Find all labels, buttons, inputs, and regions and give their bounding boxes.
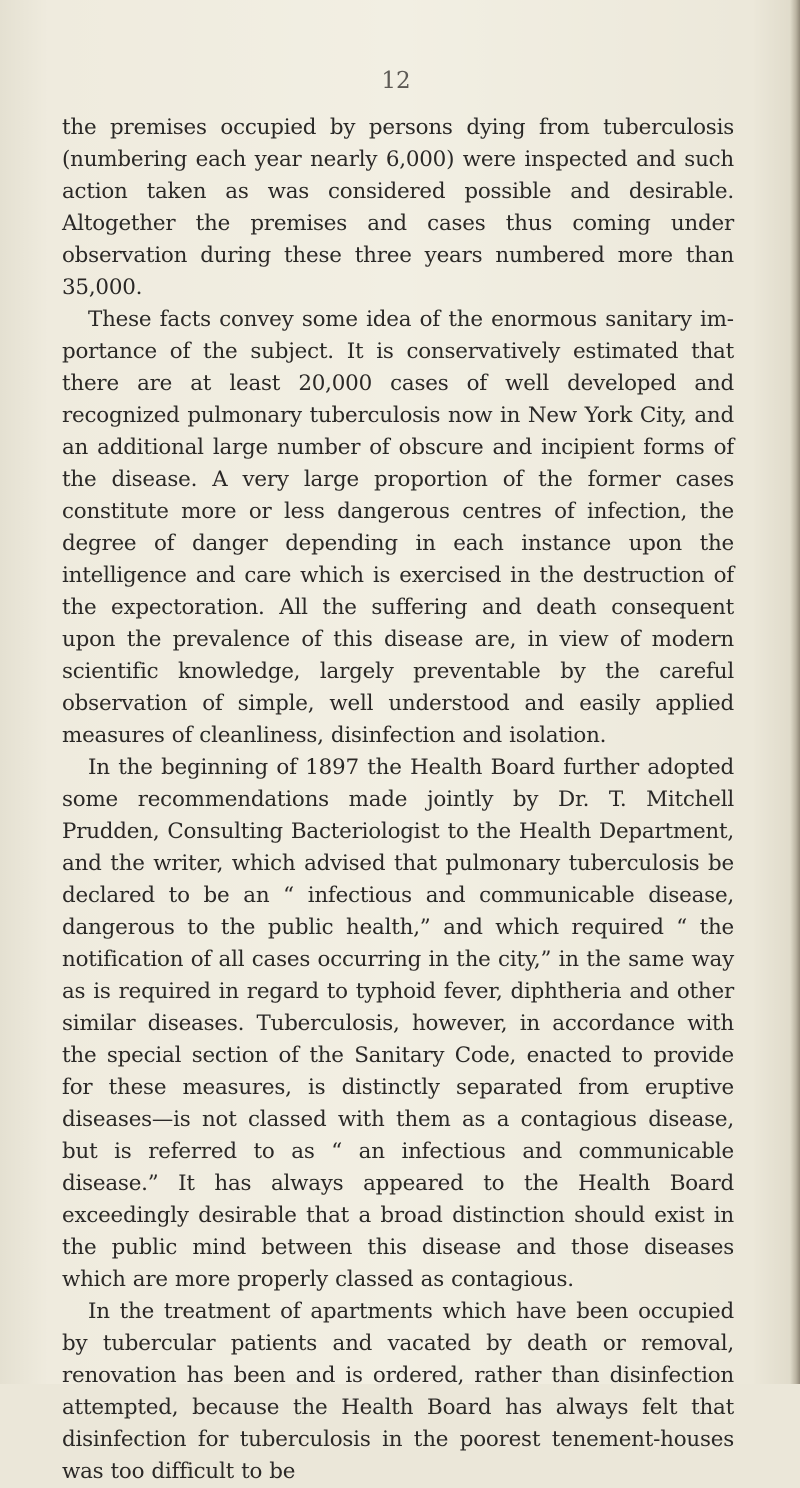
- body-text: [62, 112, 734, 1488]
- paragraph-3: In the beginning of 1897 the Health Board further adopted some recommendations made jointly by Dr. T. Mitchell Prudden, Consulting Bacteriologist to the Health Department, and the writer, which advised that pulmonary tuberculosis be declared to be an “ infectious and communicable disease, dangerous to the public health,” and which required “ the notification of all cases occurring in the city,” in the same way as is required in regard to typhoid fever, diphtheria and other similar diseases. Tuberculosis, however, in accordance with the special section of the Sanitary Code, enacted to provide for these measures, is distinctly separated from eruptive diseases—is not classed with them as a contagious disease, but is referred to as “ an infectious and communicable disease.” It has always appeared to the Health Board exceedingly desirable that a broad distinction should exist in the public mind between this disease and those diseases which are more properly classed as contagious.: [62, 755, 734, 1292]
- page-edge-shadow: [790, 0, 800, 1384]
- paragraph-4: In the treatment of apartments which have been occupied by tubercular patients and vacated by death or removal, renovation has been and is ordered, rather than disinfection attempted, because the Health Board has always felt that disinfection for tuberculosis in the poorest tenement-houses was too difficult to be: [62, 1299, 734, 1484]
- paragraph-2: These facts convey some idea of the enormous sanitary importance of the subject. It is conservatively estimated that there are at least 20,000 cases of well developed and recognized pulmonary tuberculosis now in New York City, and an additional large number of obscure and incipient forms of the disease. A very large proportion of the former cases constitute more or less dangerous centres of infection, the degree of danger depending in each instance upon the intelligence and care which is exercised in the destruction of the expectoration. All the suffering and death consequent upon the prevalence of this disease are, in view of modern scientific knowledge, largely preventable by the careful observation of simple, well understood and easily applied measures of cleanliness, disinfection and isolation.: [62, 307, 734, 748]
- paragraph-1: the premises occupied by persons dying from tuberculosis (numbering each year nearly 6,000) were inspected and such action taken as was considered possible and desirable. Altogether the premises and cases thus coming under observation during these three years numbered more than 35,000.: [62, 115, 734, 300]
- page-number: 12: [381, 68, 411, 94]
